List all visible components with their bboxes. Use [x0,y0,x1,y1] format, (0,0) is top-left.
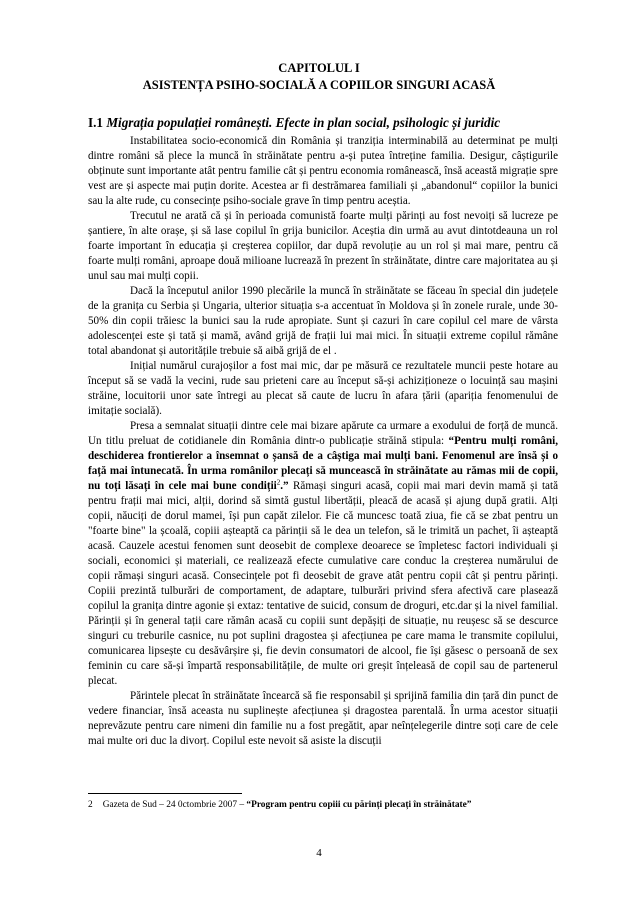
paragraph-5 [88,419,558,689]
footnote-text: Gazeta de Sud – 24 0ctombrie 2007 – [102,800,247,810]
footnote-title: “Program pentru copiii cu părinți plecați în străinătate” [246,800,472,810]
footnote-reference[interactable]: 2 [276,478,281,487]
footnote [88,799,568,811]
chapter-subtitle: ASISTENȚA PSIHO-SOCIALĂ A COPIILOR SINGURI ACASĂ [142,78,496,92]
section-number: I.1 [88,115,104,130]
paragraph-5-end: Rămași singuri acasă, copii mai mari devin mamă și tată pentru frații mai mici, alții, dorind să simtă gustul libertății, pleacă de acasă și ajung după gratii. Alți copii, năuciți de dorul mamei, își pun capăt zilelor. Fie că muncesc toată ziua, fie că se zbat pentru un "foarte bine" la școală, copiii așteaptă ca părinții să le dea un telefon, să le trimită un pachet, îi așteaptă acasă. Cauzele acestui fenomen sunt deosebit de complexe deoarece se împletesc factori individuali și sociali, economici și materiali, ce realizează efecte cumulative care conduc la creșterea numărului de copii rămași singuri acasă. Consecințele pot fi deosebit de grave atât pentru copii cât și pentru părinți. Copiii prezintă tulburări de comportament, de adaptare, tulburări privind sfera afectivă care plasează copilul la granița dintre agonie și extaz: tentative de suicid, consum de droguri, etc.dar și la nivel familial. Părinții și în general tații care rămân acasă cu copiii sunt depășiți de situație, nu reușesc să se descurce singuri cu treburile casnice, nu pot suplini dragostea și afecțiunea pe care mama le transmite copilului, comunicarea lipsește cu desăvârșire și, fie devin consumatori de alcool, fie își găsesc o persoană de sex feminin cu care să-și împartă responsabilitățile, de multe ori greșit înțeleasă de copil sau de partenerul plecat. [88,480,558,687]
paragraph-1: Instabilitatea socio-economică din România și tranziția interminabilă au determinat pe mulți dintre români să plece la muncă în străinătate pentru a-și putea întreține familia. Desigur, câștigurile obținute sunt importante atât pentru familie cât și pentru economia românească, însă această migrație spre vest are și aspecte mai puțin dorite. Acestea ar fi destrămarea familiali și „abandonul“ copiilor la bunici sau la alte rude, cu consecințe psiho-sociale grave în timp pentru aceștia. [88,135,558,207]
paragraph-2: Trecutul ne arată că și în perioada comunistă foarte mulți părinți au fost nevoiți să lucreze pe șantiere, în alte orașe, și să lase copilul în grija bunicilor. Aceștia din urmă au avut dintotdeauna un rol foarte important în educația și creșterea copiilor, dar după revoluție au un rol și mai mare, pentru că foarte mulți români, aproape două milioane lucrează în prezent în străinătate, dintre care majoritatea au și unul sau mai mulți copii. [88,210,558,282]
footnote-number: 2 [88,800,93,810]
chapter-title: CAPITOLUL I [278,61,360,75]
page-number: 4 [316,847,322,859]
paragraph-3: Dacă la începutul anilor 1990 plecările la muncă în străinătate se făceau în special din județele de la granița cu Serbia și Ungaria, ulterior situația s-a accentuat în Moldova și în zonele rurale, unde 30-50% din copii trăiesc la bunici sau la rude apropiate. Sunt și cazuri în care copilul cel mare de vârsta adolescenței este și tată și mamă, având grijă de frații lui mai mici. În situații extreme copilul rămâne total abandonat și autoritățile trebuie să aibă grijă de el . [88,285,558,357]
paragraph-4: Inițial numărul curajoșilor a fost mai mic, dar pe măsură ce rezultatele muncii peste hotare au început să se vadă la vecini, rude sau prieteni care au început să-și achiziționeze o locuință sau mașini străine, locuitorii unor sate întregi au plecat să caute de lucru în afara țării (apariția fenomenului de imitație socială). [88,360,558,417]
paragraph-5-start: Presa a semnalat situații dintre cele mai bizare apărute ca urmare a exodului de forță de muncă. Un titlu preluat de cotidianele din România dintr-o publicație străină stipula: [88,420,558,447]
footnote-divider [88,793,242,794]
quoted-headline-end: .” [280,480,289,492]
paragraph-6: Părintele plecat în străinătate încearcă să fie responsabil și sprijină familia din țară din punct de vedere financiar, însă aceasta nu suplinește afecțiunea și dragostea parentală. În urma acestor situații neprevăzute pentru care nimeni din familie nu a fost pregătit, apar neînțelegerile dintre soți care de cele mai multe ori duc la divorț. Copilul este nevoit să asiste la discuții [88,690,558,747]
quoted-headline: “Pentru mulți români, deschiderea frontierelor a însemnat o șansă de a câștiga mai mulți bani. Fenomenul are însă și o față mai întunecată. În urma românilor plecați să muncească în străinătate au rămas mii de copii, nu toți lăsați în cele mai bune condiții [88,435,558,492]
body-text [88,134,558,749]
section-title: Migrația populației românești. Efecte in plan social, psihologic și juridic [106,115,501,130]
section-heading [88,115,558,131]
